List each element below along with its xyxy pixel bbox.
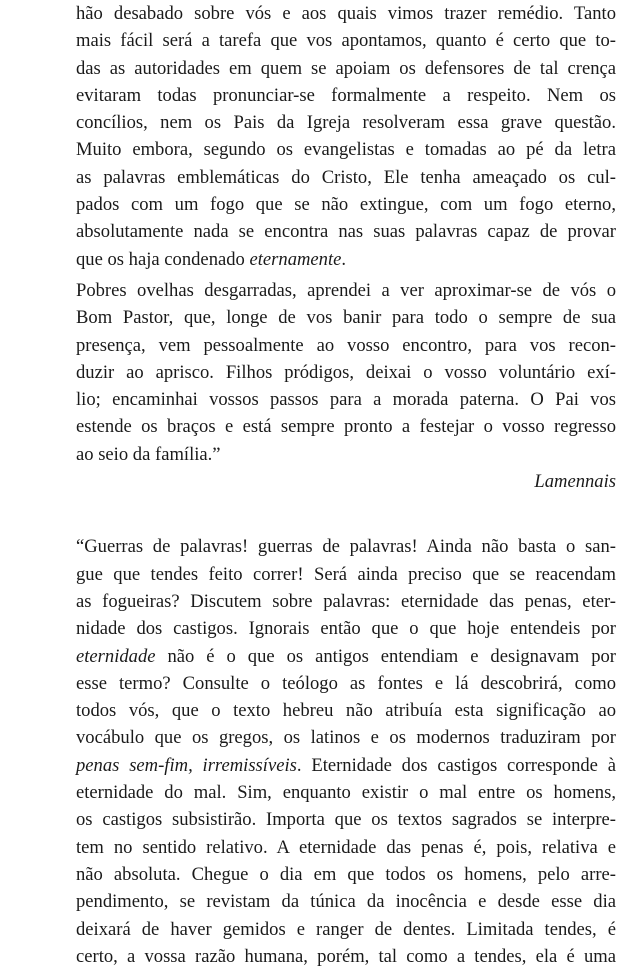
document-page: [76, 0, 616, 970]
text-line: “Guerras de palavras! guerras de palavras! Ainda não basta o san-: [76, 536, 616, 558]
text-line: nidade dos castigos. Ignorais então que o que hoje entendeis por: [76, 618, 616, 640]
emphasized-text: eternidade: [76, 645, 156, 667]
text-line: mais fácil será a tarefa que vos apontamos, quanto é certo que to-: [76, 30, 616, 52]
text-line: lio; encaminhai vossos passos para a morada paterna. O Pai vos: [76, 389, 616, 411]
text-line: concílios, nem os Pais da Igreja resolveram essa grave questão.: [76, 112, 616, 134]
text-line: [76, 246, 616, 273]
text-line: presença, vem pessoalmente ao vosso encontro, para vos recon-: [76, 334, 616, 356]
text-line: das as autoridades em quem se apoiam os defensores de tal crença: [76, 57, 616, 79]
text-line: pados com um fogo que se não extingue, com um fogo eterno,: [76, 194, 616, 216]
paragraph-2: [76, 277, 616, 468]
author-signature: Lamennais: [534, 471, 616, 493]
text-line: vocábulo que os gregos, os latinos e os modernos traduziram por: [76, 727, 616, 749]
text-line: hão desabado sobre vós e aos quais vimos trazer remédio. Tanto: [76, 3, 616, 24]
text-segment: .: [341, 248, 347, 270]
text-line: pendimento, se revistam da túnica da inocência e desde esse dia: [76, 891, 616, 913]
text-line: absolutamente nada se encontra nas suas palavras capaz de provar: [76, 221, 616, 243]
text-line: todos vós, que o texto hebreu não atribuía esta significação ao: [76, 700, 616, 722]
text-line: não absoluta. Chegue o dia em que todos os homens, pelo arre-: [76, 863, 616, 885]
text-line: evitaram todas pronunciar-se formalmente a respeito. Nem os: [76, 84, 616, 106]
text-line: [76, 752, 616, 779]
emphasized-text: penas sem-fim, irremissíveis: [76, 754, 297, 776]
text-line: Muito embora, segundo os evangelistas e tomadas ao pé da letra: [76, 139, 616, 161]
text-line: eternidade do mal. Sim, enquanto existir o mal entre os homens,: [76, 782, 616, 804]
text-line: ao seio da família.”: [76, 443, 221, 465]
text-segment: que os haja condenado: [76, 248, 250, 270]
paragraph-3: [76, 533, 616, 970]
text-line: [76, 643, 616, 670]
text-segment: não é o que os antigos entendiam e designavam por: [155, 645, 616, 667]
text-line: Pobres ovelhas desgarradas, aprendei a ver aproximar-se de vós o: [76, 279, 616, 301]
text-line: as fogueiras? Discutem sobre palavras: eternidade das penas, eter-: [76, 590, 616, 612]
text-line: Bom Pastor, que, longe de vos banir para todo o sempre de sua: [76, 307, 616, 329]
text-line: esse termo? Consulte o teólogo as fontes e lá descobrirá, como: [76, 672, 616, 694]
text-line: as palavras emblemáticas do Cristo, Ele tenha ameaçado os cul-: [76, 166, 616, 188]
text-segment: . Eternidade dos castigos corresponde à: [296, 754, 616, 776]
text-line: tem no sentido relativo. A eternidade das penas é, pois, relativa e: [76, 836, 616, 858]
text-line: gue que tendes feito correr! Será ainda preciso que se reacendam: [76, 563, 616, 585]
text-line: os castigos subsistirão. Importa que os textos sagrados se interpre-: [76, 809, 616, 831]
paragraph-1: [76, 0, 616, 273]
emphasized-text: eternamente: [249, 248, 342, 270]
text-line: duzir ao aprisco. Filhos pródigos, deixai o vosso voluntário exí-: [76, 361, 616, 383]
text-line: deixará de haver gemidos e ranger de dentes. Limitada tendes, é: [76, 918, 616, 940]
text-line: certo, a vossa razão humana, porém, tal como a tendes, ela é uma: [76, 945, 616, 967]
text-line: estende os braços e está sempre pronto a festejar o vosso regresso: [76, 416, 616, 438]
